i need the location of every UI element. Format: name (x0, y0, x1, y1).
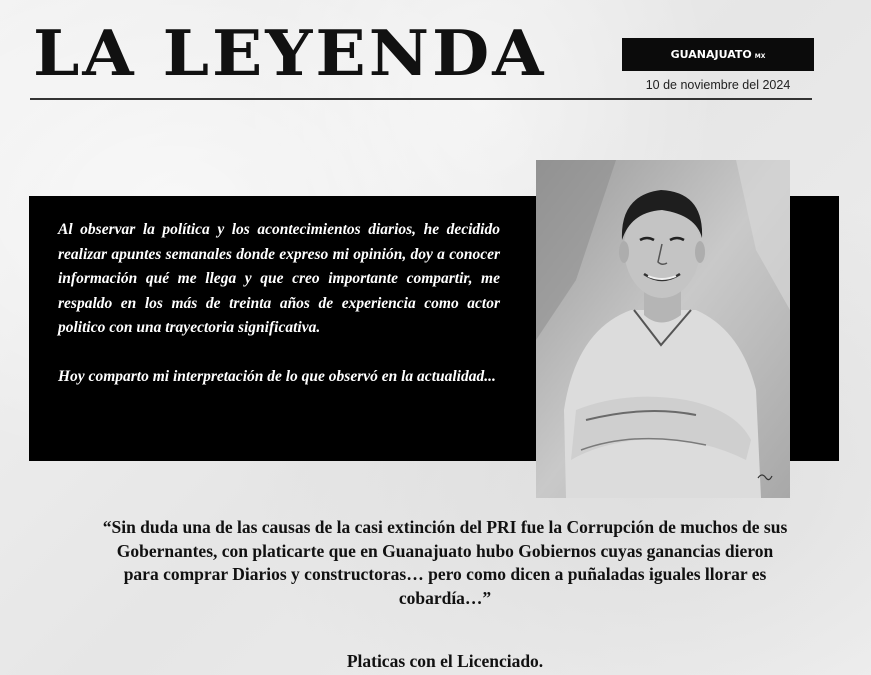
location-suffix: MX (754, 52, 766, 60)
intro-text (58, 218, 500, 389)
intro-paragraph-1: Al observar la política y los acontecimientos diarios, he decidido realizar apuntes semanales donde expreso mi opinión, doy a conocer información qué me llega y que creo importante compartir, me respaldo en los más de treinta años de experiencia como actor politico con una trayectoria significativa. (58, 221, 500, 336)
portrait-image (536, 160, 790, 498)
portrait-sketch (536, 160, 790, 498)
location-badge (622, 38, 814, 71)
intro-paragraph-2: Hoy comparto mi interpretación de lo que observó en la actualidad... (58, 367, 496, 385)
pull-quote: “Sin duda una de las causas de la casi extinción del PRI fue la Corrupción de muchos de sus Gobernantes, con platicarte que en Guanajuato hubo Gobiernos cuyas ganancias dieron para comprar Diarios y constructoras… pero como dicen a puñaladas iguales llorar es cobardía…” (102, 517, 788, 608)
header-rule (30, 98, 812, 100)
masthead-title: LA LEYENDA (33, 16, 547, 91)
column-signoff: Platicas con el Licenciado. (346, 651, 544, 671)
publication-date: 10 de noviembre del 2024 (645, 78, 791, 92)
location-name: GUANAJUATO (670, 48, 752, 61)
